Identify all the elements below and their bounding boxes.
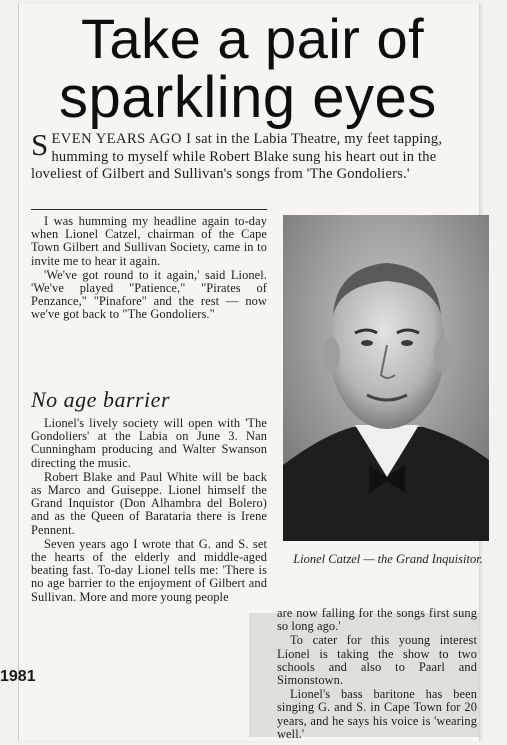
- column-rule-top: [31, 209, 267, 210]
- portrait-photo: [283, 215, 489, 541]
- left-column-lower: [31, 417, 267, 605]
- intro-paragraph: [31, 127, 481, 184]
- paragraph: Seven years ago I wrote that G. and S. set the hearts of the elderly and middle-aged beating fast. To-day Lionel tells me: 'There is no age barrier to the enjoyment of Gilbert and Sullivan. More and more young people: [31, 536, 267, 604]
- paragraph: To cater for this young interest Lionel is taking the show to two schools and also to Paarl and Simonstown.: [277, 633, 477, 688]
- intro-caps: EVEN YEARS AGO I: [51, 131, 192, 147]
- photo-caption: Lionel Catzel — the Grand Inquisitor.: [293, 552, 483, 566]
- paragraph: are now falling for the songs first sung so long ago.': [277, 606, 477, 634]
- intro-text: sat in the Labia Theatre, my feet tapping, humming to myself while Robert Blake sung his heart out in the loveliest of Gilbert and Sullivan's songs from 'The Gondoliers.': [31, 131, 443, 182]
- paragraph: Robert Blake and Paul White will be back as Marco and Guiseppe. Lionel himself the Grand Inquistor (Don Alhambra del Bolero) and as the Queen of Barataria there is Irene Pennent.: [31, 469, 267, 537]
- portrait-image: [283, 215, 489, 541]
- newspaper-clipping: [18, 3, 483, 741]
- right-column-lower: [277, 607, 477, 742]
- headline-line-1: Take a pair of: [81, 7, 425, 70]
- paragraph: Lionel's bass baritone has been singing G. and S. in Cape Town for 20 years, and he says his voice is 'wearing well.': [277, 687, 477, 741]
- paragraph: I was humming my headline again to-day when Lionel Catzel, chairman of the Cape Town Gilbert and Sullivan Society, came in to invite me to hear it again.: [31, 214, 267, 268]
- paragraph: 'We've got round to it again,' said Lionel. 'We've played "Patience," "Pirates of Penzance," "Pinafore" and the rest — now we've got back to "The Gondoliers.": [31, 267, 267, 322]
- paragraph: Lionel's lively society will open with 'The Gondoliers' at the Labia on June 3. Nan Cunningham producing and Walter Swanson directing the music.: [31, 416, 267, 470]
- year-label: 1981: [0, 668, 36, 685]
- headline-line-2: sparkling eyes: [59, 65, 437, 130]
- subheading: No age barrier: [31, 387, 170, 412]
- left-column-upper: [31, 215, 267, 323]
- drop-cap: S: [31, 127, 49, 162]
